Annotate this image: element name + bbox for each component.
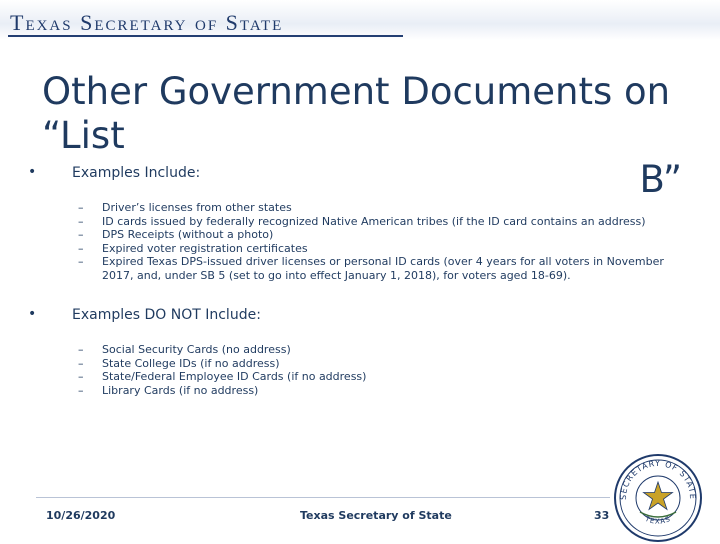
dash-marker: – bbox=[78, 383, 84, 397]
list-item bbox=[78, 357, 668, 371]
footer-page-number: 33 bbox=[594, 509, 610, 522]
dash-marker: – bbox=[78, 370, 84, 383]
seal-ring-text: SECRETARY OF STATE bbox=[618, 459, 698, 501]
slide-title bbox=[42, 70, 682, 202]
list-item bbox=[78, 201, 668, 215]
section2-bullet: • bbox=[28, 306, 37, 322]
list-item bbox=[78, 370, 668, 384]
section2-heading: Examples DO NOT Include: bbox=[72, 307, 261, 323]
dash-marker: – bbox=[78, 343, 84, 356]
list-item bbox=[78, 343, 668, 357]
section1-list bbox=[78, 201, 668, 282]
footer-center-text: Texas Secretary of State bbox=[300, 509, 452, 522]
list-item bbox=[78, 242, 668, 256]
list-item-text: ID cards issued by federally recognized Native American tribes (if the ID card contains an address) bbox=[102, 214, 646, 228]
section2-list bbox=[78, 343, 668, 397]
list-item-text: State College IDs (if no address) bbox=[102, 356, 280, 370]
state-seal-icon bbox=[612, 452, 704, 544]
footer-rule bbox=[36, 497, 610, 498]
seal-state-text: TEXAS bbox=[643, 514, 673, 526]
dash-marker: – bbox=[78, 214, 84, 228]
list-item bbox=[78, 255, 668, 282]
list-item bbox=[78, 384, 668, 398]
slide-title-line1: Other Government Documents on “List bbox=[42, 70, 671, 157]
slide-title-line2: B” bbox=[639, 158, 682, 201]
dash-marker: – bbox=[78, 255, 84, 268]
list-item-text: Social Security Cards (no address) bbox=[102, 343, 291, 356]
dash-marker: – bbox=[78, 356, 84, 370]
list-item-text: Expired Texas DPS-issued driver licenses or personal ID cards (over 4 years for all voters in November 2017, and, under SB 5 (set to go into effect January 1, 2018), for voters aged 18-69). bbox=[102, 255, 664, 282]
list-item-text: Driver’s licenses from other states bbox=[102, 201, 292, 214]
header-rule bbox=[8, 35, 403, 37]
dash-marker: – bbox=[78, 241, 84, 255]
list-item bbox=[78, 228, 668, 242]
section1-heading: Examples Include: bbox=[72, 165, 201, 181]
section1-heading-row bbox=[28, 164, 201, 181]
list-item-text: Library Cards (if no address) bbox=[102, 383, 259, 397]
dash-marker: – bbox=[78, 201, 84, 214]
list-item-text: State/Federal Employee ID Cards (if no address) bbox=[102, 370, 367, 383]
list-item-text: DPS Receipts (without a photo) bbox=[102, 228, 274, 241]
dash-marker: – bbox=[78, 228, 84, 241]
list-item bbox=[78, 215, 668, 229]
section1-bullet: • bbox=[28, 164, 37, 180]
footer-date: 10/26/2020 bbox=[46, 509, 116, 522]
header-title: Texas Secretary of State bbox=[10, 10, 284, 35]
list-item-text: Expired voter registration certificates bbox=[102, 241, 308, 255]
section2-heading-row bbox=[28, 306, 261, 323]
